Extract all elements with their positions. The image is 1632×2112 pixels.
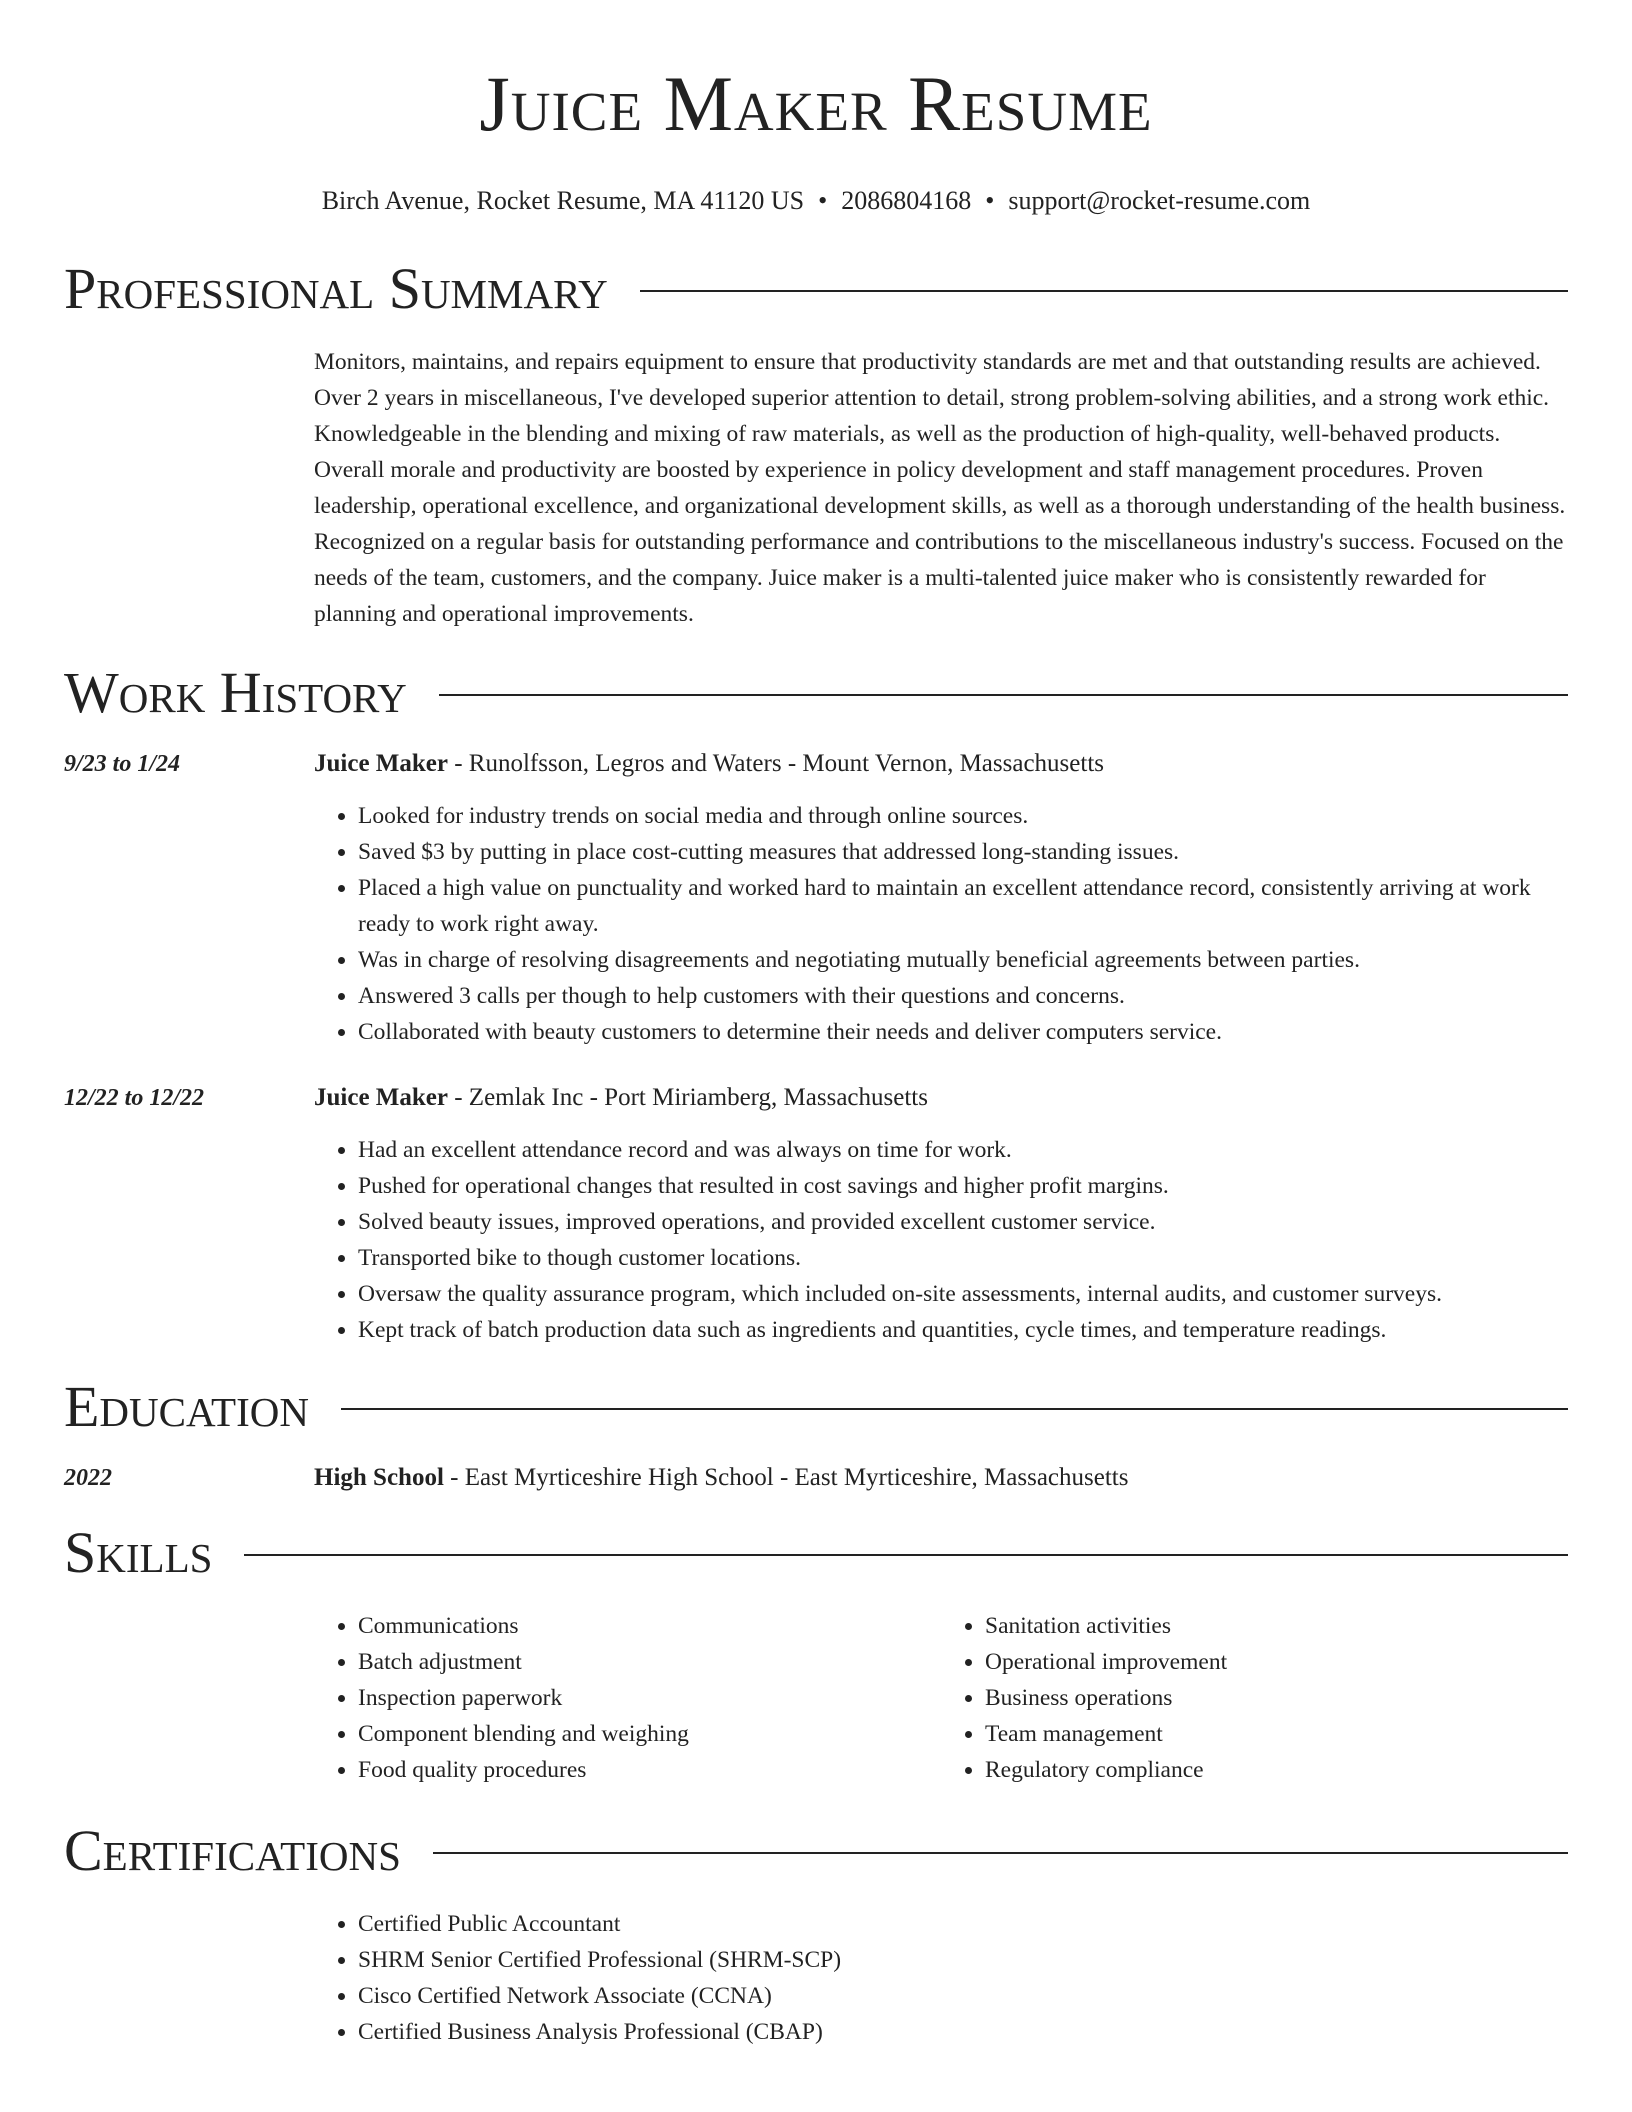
section-header-certifications [64,1816,1568,1886]
education-details: - East Myrticeshire High School - East Myrticeshire, Massachusetts [443,1464,1129,1491]
skills-list-left [314,1608,941,1788]
list-item: • Certified Public Accountant [358,1906,1568,1942]
list-item: • Cisco Certified Network Associate (CCNA) [358,1978,1568,2014]
resume-title: Juice Maker Resume [479,60,1153,147]
list-item: • Sanitation activities [985,1608,1568,1644]
contact-address: Birch Avenue, Rocket Resume, MA 41120 US [321,186,805,215]
skills-grid [314,1608,1568,1788]
list-item: • Batch adjustment [358,1644,941,1680]
section-divider [341,1408,1568,1410]
list-item: • Was in charge of resolving disagreements and negotiating mutually beneficial agreements between parties. [358,942,1568,978]
section-title-education: Education [64,1374,309,1439]
certifications-list [314,1906,1568,2050]
job-dates: 12/22 to 12/22 [64,1085,205,1111]
list-item: • Food quality procedures [358,1752,941,1788]
job-entry [64,1080,1568,1348]
section-divider [433,1852,1568,1854]
job-details: - Runolfsson, Legros and Waters - Mount Vernon, Massachusetts [447,750,1104,777]
section-header-education [64,1372,1568,1442]
list-item: • Transported bike to though customer locations. [358,1240,1568,1276]
section-title-summary: Professional Summary [64,256,608,321]
certifications-block [64,1906,1568,2050]
list-item: • Inspection paperwork [358,1680,941,1716]
list-item: • Operational improvement [985,1644,1568,1680]
section-header-summary [64,254,1568,324]
section-divider [244,1554,1568,1556]
job-bullets [314,798,1568,1050]
list-item: • Business operations [985,1680,1568,1716]
summary-text: Monitors, maintains, and repairs equipment to ensure that productivity standards are met and that outstanding results are achieved. Over 2 years in miscellaneous, I've developed superior attention to detail, strong problem-solving abilities, and a strong work ethic. Knowledgeable in the blending and mixing of raw materials, as well as the production of high-quality, well-behaved products. Overall morale and productivity are boosted by experience in policy development and staff management procedures. Proven leadership, operational excellence, and organizational development skills, as well as a thorough understanding of the health business. Recognized on a regular basis for outstanding performance and contributions to the miscellaneous industry's success. Focused on the needs of the team, customers, and the company. Juice maker is a multi-talented juice maker who is consistently rewarded for planning and operational improvements. [314,349,1566,627]
section-divider [439,694,1568,696]
list-item: • Oversaw the quality assurance program, which included on-site assessments, internal audits, and customer surveys. [358,1276,1568,1312]
list-item: • Collaborated with beauty customers to determine their needs and deliver computers service. [358,1014,1568,1050]
job-header [64,746,1568,782]
list-item: • Communications [358,1608,941,1644]
section-header-skills [64,1518,1568,1588]
list-item: • Regulatory compliance [985,1752,1568,1788]
section-title-skills: Skills [64,1520,213,1585]
job-header [64,1080,1568,1116]
list-item: • Team management [985,1716,1568,1752]
job-details: - Zemlak Inc - Port Miriamberg, Massachusetts [447,1084,928,1111]
education-degree: High School [314,1464,444,1491]
job-dates: 9/23 to 1/24 [64,751,181,777]
job-bullets [314,1132,1568,1348]
list-item: • Pushed for operational changes that resulted in cost savings and higher profit margins. [358,1168,1568,1204]
job-title: Juice Maker [314,750,448,777]
list-item: • Saved $3 by putting in place cost-cutting measures that addressed long-standing issues. [358,834,1568,870]
section-title-work-history: Work History [64,660,407,725]
list-item: • SHRM Senior Certified Professional (SHRM-SCP) [358,1942,1568,1978]
list-item: • Had an excellent attendance record and was always on time for work. [358,1132,1568,1168]
list-item: • Certified Business Analysis Professional (CBAP) [358,2014,1568,2050]
job-role [314,1080,928,1116]
skills-list-right [941,1608,1568,1788]
contact-separator: • [985,186,995,215]
contact-separator: • [818,186,828,215]
list-item: • Kept track of batch production data such as ingredients and quantities, cycle times, and temperature readings. [358,1312,1568,1348]
list-item: • Answered 3 calls per though to help customers with their questions and concerns. [358,978,1568,1014]
education-role [314,1460,1128,1496]
section-divider [640,290,1568,292]
list-item: • Solved beauty issues, improved operations, and provided excellent customer service. [358,1204,1568,1240]
job-role [314,746,1104,782]
list-item: • Component blending and weighing [358,1716,941,1752]
list-item: • Looked for industry trends on social media and through online sources. [358,798,1568,834]
contact-email[interactable]: support@rocket-resume.com [1008,186,1311,215]
section-title-certifications: Certifications [64,1818,401,1883]
education-entry [64,1460,1568,1496]
section-header-work-history [64,658,1568,728]
education-year: 2022 [64,1465,112,1491]
job-entry [64,746,1568,1050]
contact-phone: 2086804168 [841,186,972,215]
list-item: • Placed a high value on punctuality and worked hard to maintain an excellent attendance record, consistently arriving at work ready to work right away. [358,870,1568,942]
contact-line [64,184,1568,218]
job-title: Juice Maker [314,1084,448,1111]
